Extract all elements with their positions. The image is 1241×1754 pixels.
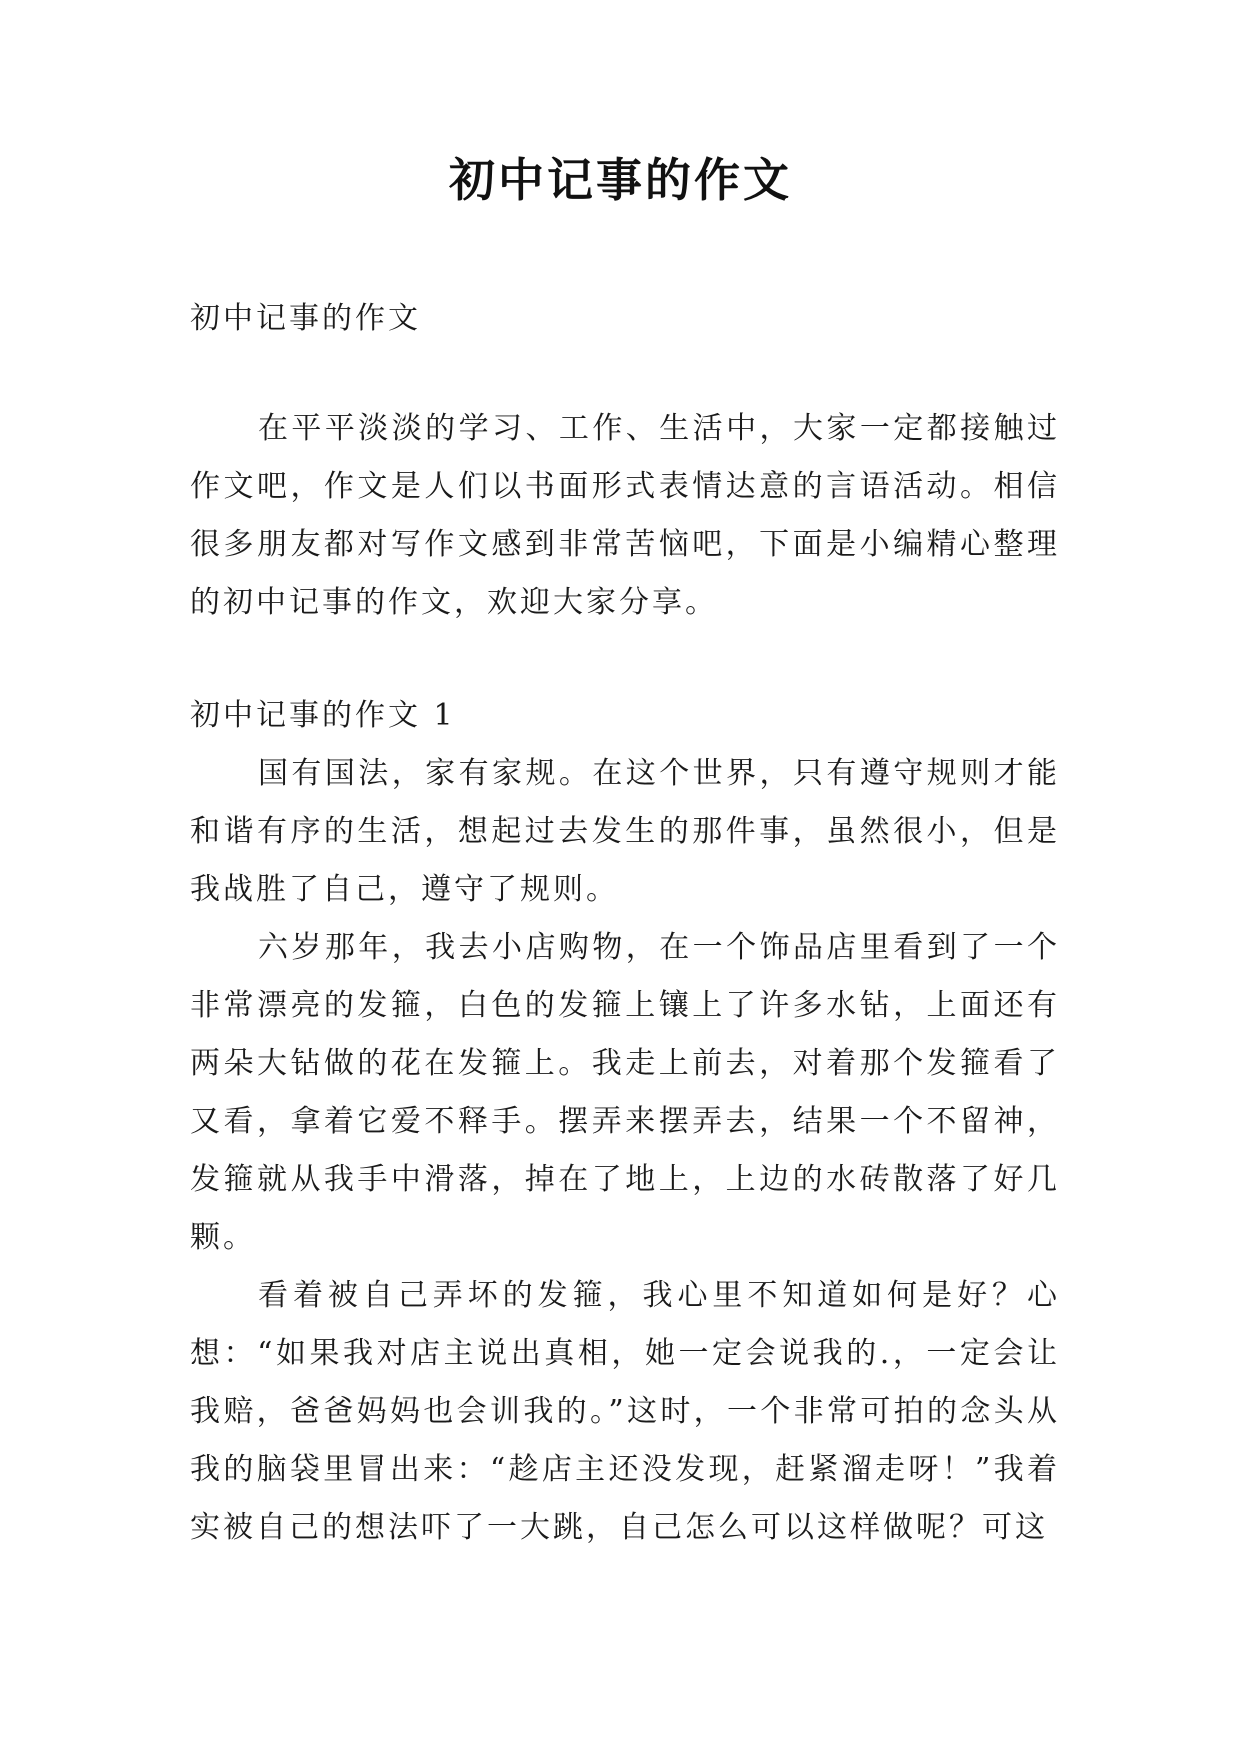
document-body: [190, 290, 1060, 1557]
document-subtitle: 初中记事的作文: [190, 301, 421, 336]
document-title: 初中记事的作文: [449, 153, 792, 207]
body-paragraph-1: 国有国法，家有家规。在这个世界，只有遵守规则才能和谐有序的生活，想起过去发生的那件事，虽然很小，但是我战胜了自己，遵守了规则。: [190, 756, 1060, 907]
intro-paragraph: 在平平淡淡的学习、工作、生活中，大家一定都接触过作文吧，作文是人们以书面形式表情达意的言语活动。相信很多朋友都对写作文感到非常苦恼吧，下面是小编精心整理的初中记事的作文，欢迎大家分享。: [190, 411, 1060, 620]
section-heading: 初中记事的作文 1: [190, 698, 456, 733]
body-paragraph-3: 看着被自己弄坏的发箍，我心里不知道如何是好？心想：“如果我对店主说出真相，她一定会说我的.，一定会让我赔，爸爸妈妈也会训我的。”这时，一个非常可拍的念头从我的脑袋里冒出来：“趁店主还没发现，赶紧溜走呀！”我着实被自己的想法吓了一大跳，自己怎么可以这样做呢？可这: [190, 1278, 1060, 1545]
body-paragraph-2: 六岁那年，我去小店购物，在一个饰品店里看到了一个非常漂亮的发箍，白色的发箍上镶上了许多水钻，上面还有两朵大钻做的花在发箍上。我走上前去，对着那个发箍看了又看，拿着它爱不释手。摆弄来摆弄去，结果一个不留神，发箍就从我手中滑落，掉在了地上，上边的水砖散落了好几颗。: [190, 930, 1060, 1255]
